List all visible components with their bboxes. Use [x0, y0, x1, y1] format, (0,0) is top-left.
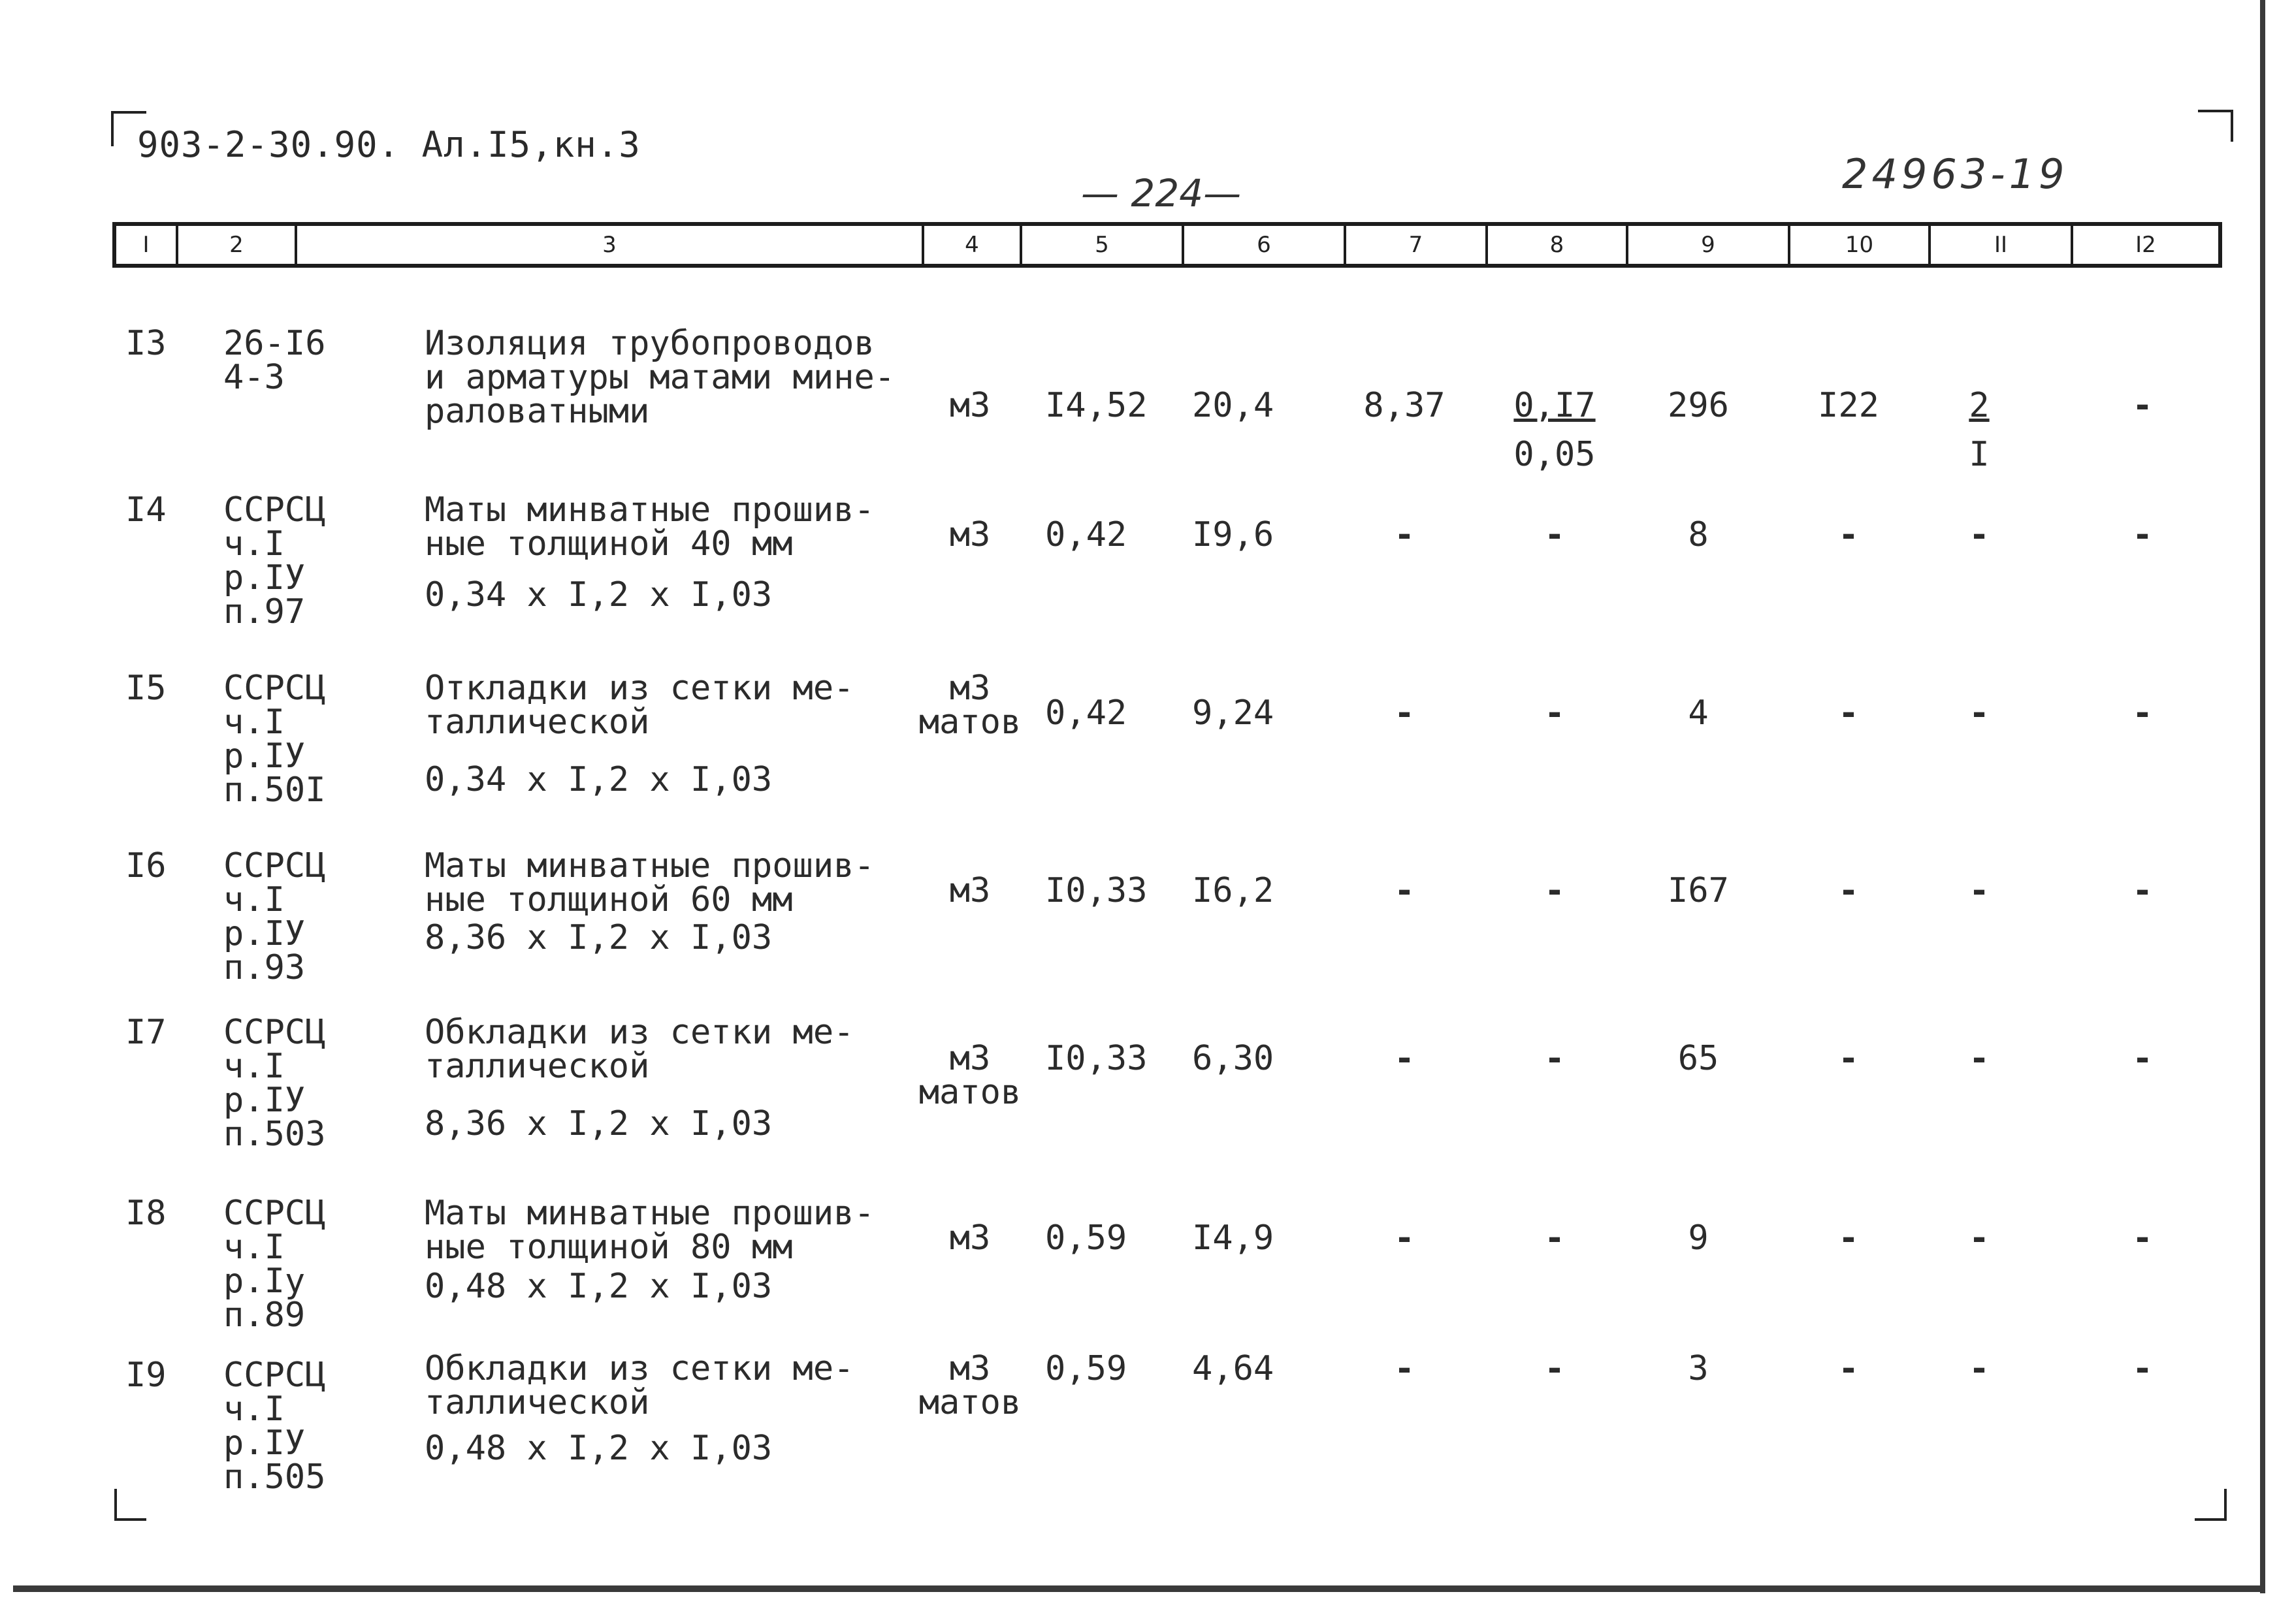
desc-line: Обкладки из сетки ме-	[425, 1349, 854, 1388]
desc-line: Маты минватные прошив-	[425, 490, 875, 530]
row-dimensions: 0,48 x I,2 x I,03	[425, 1267, 773, 1306]
row-value-10: -	[1838, 871, 1859, 910]
row-value-12: -	[2132, 1039, 2153, 1078]
row-value-11: -	[1969, 1218, 1990, 1258]
code-line: ССРСЦ	[223, 1013, 326, 1052]
row-value-7: -	[1394, 515, 1415, 554]
row-value-9: 4	[1688, 693, 1709, 733]
row-value-6: 9,24	[1192, 693, 1274, 733]
row-dimensions: 0,34 x I,2 x I,03	[425, 575, 773, 614]
desc-line: Изоляция трубопроводов	[425, 324, 875, 363]
row-value-9: 65	[1677, 1039, 1719, 1078]
row-code	[223, 490, 326, 631]
corner-mark-top-right	[2198, 110, 2233, 142]
row-value-5: 0,42	[1045, 693, 1127, 733]
unit-line: м3	[949, 1349, 991, 1388]
desc-line: ные толщиной 80 мм	[425, 1228, 793, 1267]
document-code: 903-2-30.90. Ал.I5,кн.3	[137, 124, 641, 165]
row-value-5: 0,59	[1045, 1349, 1127, 1388]
row-value-10: -	[1838, 1039, 1859, 1078]
row-value-9: 3	[1688, 1349, 1709, 1388]
column-header: 10	[1790, 226, 1931, 264]
row-value-11-bottom: I	[1969, 435, 1990, 474]
code-line: ССРСЦ	[223, 669, 326, 708]
code-line: р.IУ	[223, 1081, 306, 1120]
desc-line: Маты минватные прошив-	[425, 846, 875, 885]
unit-line: м3	[949, 515, 991, 554]
row-dimensions: 8,36 x I,2 x I,03	[425, 1104, 773, 1143]
row-value-5: I0,33	[1045, 871, 1148, 910]
row-value-7: -	[1394, 693, 1415, 733]
row-value-7: 8,37	[1363, 386, 1446, 425]
row-description	[425, 1349, 854, 1422]
unit-line: матов	[918, 703, 1022, 742]
code-line: ч.I	[223, 1390, 285, 1429]
row-value-10: I22	[1818, 386, 1879, 425]
row-dimensions: 0,34 x I,2 x I,03	[425, 760, 773, 799]
code-line: р.IУ	[223, 1424, 306, 1463]
row-value-12: -	[2132, 386, 2153, 425]
row-code	[223, 846, 326, 987]
row-unit	[901, 1039, 1039, 1112]
row-value-10: -	[1838, 1218, 1859, 1258]
row-description	[425, 846, 875, 919]
row-value-9: 9	[1688, 1218, 1709, 1258]
code-line: ч.I	[223, 1047, 285, 1086]
code-line: 4-3	[223, 358, 285, 397]
row-value-11: -	[1969, 1349, 1990, 1388]
row-value-6: 6,30	[1192, 1039, 1274, 1078]
row-value-12: -	[2132, 693, 2153, 733]
row-value-11-top: 2	[1969, 386, 1990, 425]
row-code	[223, 1356, 326, 1497]
unit-line: м3	[949, 1218, 991, 1258]
row-value-12: -	[2132, 871, 2153, 910]
row-unit	[901, 669, 1039, 742]
code-line: п.97	[223, 592, 306, 631]
row-number: I8	[125, 1194, 167, 1233]
row-number: I7	[125, 1013, 167, 1052]
unit-line: матов	[918, 1073, 1022, 1112]
row-value-8: -	[1544, 1349, 1565, 1388]
desc-line: таллической	[425, 1047, 650, 1086]
code-line: 26-I6	[223, 324, 326, 363]
desc-line: таллической	[425, 1383, 650, 1422]
row-number: I9	[125, 1356, 167, 1395]
row-value-9: 8	[1688, 515, 1709, 554]
scan-edge-bottom	[13, 1585, 2260, 1592]
row-unit	[901, 871, 1039, 910]
row-value-7: -	[1394, 871, 1415, 910]
code-line: п.505	[223, 1457, 326, 1497]
row-value-8: -	[1544, 515, 1565, 554]
row-value-12: -	[2132, 1218, 2153, 1258]
row-value-6: 20,4	[1192, 386, 1274, 425]
code-line: п.89	[223, 1296, 306, 1335]
row-value-10: -	[1838, 693, 1859, 733]
column-header: I	[116, 226, 178, 264]
row-value-5: I4,52	[1045, 386, 1148, 425]
column-header: 8	[1488, 226, 1628, 264]
row-code	[223, 1194, 326, 1335]
row-value-5: I0,33	[1045, 1039, 1148, 1078]
row-value-6: I6,2	[1192, 871, 1274, 910]
archive-number: 24963-19	[1842, 150, 2069, 198]
row-value-7: -	[1394, 1039, 1415, 1078]
column-header: 6	[1184, 226, 1346, 264]
row-value-8: -	[1544, 693, 1565, 733]
row-value-12: -	[2132, 1349, 2153, 1388]
unit-line: м3	[949, 871, 991, 910]
row-description	[425, 1194, 875, 1267]
code-line: ССРСЦ	[223, 1194, 326, 1233]
row-value-6: I9,6	[1192, 515, 1274, 554]
row-value-11: -	[1969, 515, 1990, 554]
row-value-8-top: 0,I7	[1513, 386, 1596, 425]
code-line: р.IУ	[223, 558, 306, 597]
row-value-8: -	[1544, 1039, 1565, 1078]
row-value-5: 0,59	[1045, 1218, 1127, 1258]
row-value-9: 296	[1668, 386, 1729, 425]
column-header: I2	[2135, 232, 2156, 258]
column-header: II	[1931, 226, 2073, 264]
code-line: р.Iу	[223, 1262, 306, 1301]
row-description	[425, 490, 875, 564]
row-description	[425, 669, 854, 742]
desc-line: ные толщиной 60 мм	[425, 880, 793, 919]
page-number: — 224—	[1081, 171, 1242, 215]
unit-line: м3	[949, 386, 991, 425]
column-header: 9	[1628, 226, 1790, 264]
column-header-bar	[112, 222, 2222, 268]
code-line: ч.I	[223, 524, 285, 564]
column-header: 3	[297, 226, 924, 264]
code-line: р.IУ	[223, 737, 306, 776]
code-line: ССРСЦ	[223, 846, 326, 885]
unit-line: м3	[949, 669, 991, 708]
unit-line: м3	[949, 1039, 991, 1078]
unit-line: матов	[918, 1383, 1022, 1422]
corner-mark-bottom-right	[2195, 1489, 2227, 1521]
row-value-6: I4,9	[1192, 1218, 1274, 1258]
row-value-5: 0,42	[1045, 515, 1127, 554]
column-header: 7	[1346, 226, 1488, 264]
row-number: I4	[125, 490, 167, 530]
row-value-10: -	[1838, 1349, 1859, 1388]
column-header: 4	[924, 226, 1022, 264]
code-line: ч.I	[223, 880, 285, 919]
desc-line: таллической	[425, 703, 650, 742]
row-value-8: -	[1544, 1218, 1565, 1258]
row-unit	[901, 386, 1039, 425]
desc-line: ные толщиной 40 мм	[425, 524, 793, 564]
row-description	[425, 1013, 854, 1086]
code-line: ССРСЦ	[223, 1356, 326, 1395]
row-unit	[901, 1349, 1039, 1422]
row-value-10: -	[1838, 515, 1859, 554]
desc-line: и арматуры матами мине-	[425, 358, 896, 397]
row-unit	[901, 1218, 1039, 1258]
row-value-12: -	[2132, 515, 2153, 554]
desc-line: Откладки из сетки ме-	[425, 669, 854, 708]
row-value-7: -	[1394, 1349, 1415, 1388]
desc-line: Обкладки из сетки ме-	[425, 1013, 854, 1052]
code-line: р.IУ	[223, 914, 306, 953]
code-line: ч.I	[223, 703, 285, 742]
row-unit	[901, 515, 1039, 554]
row-value-8-bottom: 0,05	[1513, 435, 1596, 474]
code-line: п.503	[223, 1115, 326, 1154]
code-line: п.93	[223, 948, 306, 987]
row-number: I5	[125, 669, 167, 708]
code-line: ССРСЦ	[223, 490, 326, 530]
code-line: ч.I	[223, 1228, 285, 1267]
scan-edge-right	[2260, 0, 2265, 1593]
row-dimensions: 0,48 x I,2 x I,03	[425, 1429, 773, 1468]
row-value-9: I67	[1668, 871, 1729, 910]
desc-line: Маты минватные прошив-	[425, 1194, 875, 1233]
row-description	[425, 324, 896, 431]
row-value-7: -	[1394, 1218, 1415, 1258]
row-value-8: -	[1544, 871, 1565, 910]
row-value-6: 4,64	[1192, 1349, 1274, 1388]
row-value-11: -	[1969, 1039, 1990, 1078]
row-code	[223, 669, 326, 810]
row-value-11: -	[1969, 693, 1990, 733]
row-code	[223, 324, 326, 397]
row-code	[223, 1013, 326, 1154]
column-header: 5	[1022, 226, 1184, 264]
desc-line: раловатными	[425, 392, 650, 431]
row-value-11: -	[1969, 871, 1990, 910]
row-number: I3	[125, 324, 167, 363]
column-header: 2	[178, 226, 297, 264]
row-dimensions: 8,36 x I,2 x I,03	[425, 918, 773, 957]
corner-mark-bottom-left	[114, 1489, 146, 1521]
code-line: п.50I	[223, 771, 326, 810]
row-number: I6	[125, 846, 167, 885]
